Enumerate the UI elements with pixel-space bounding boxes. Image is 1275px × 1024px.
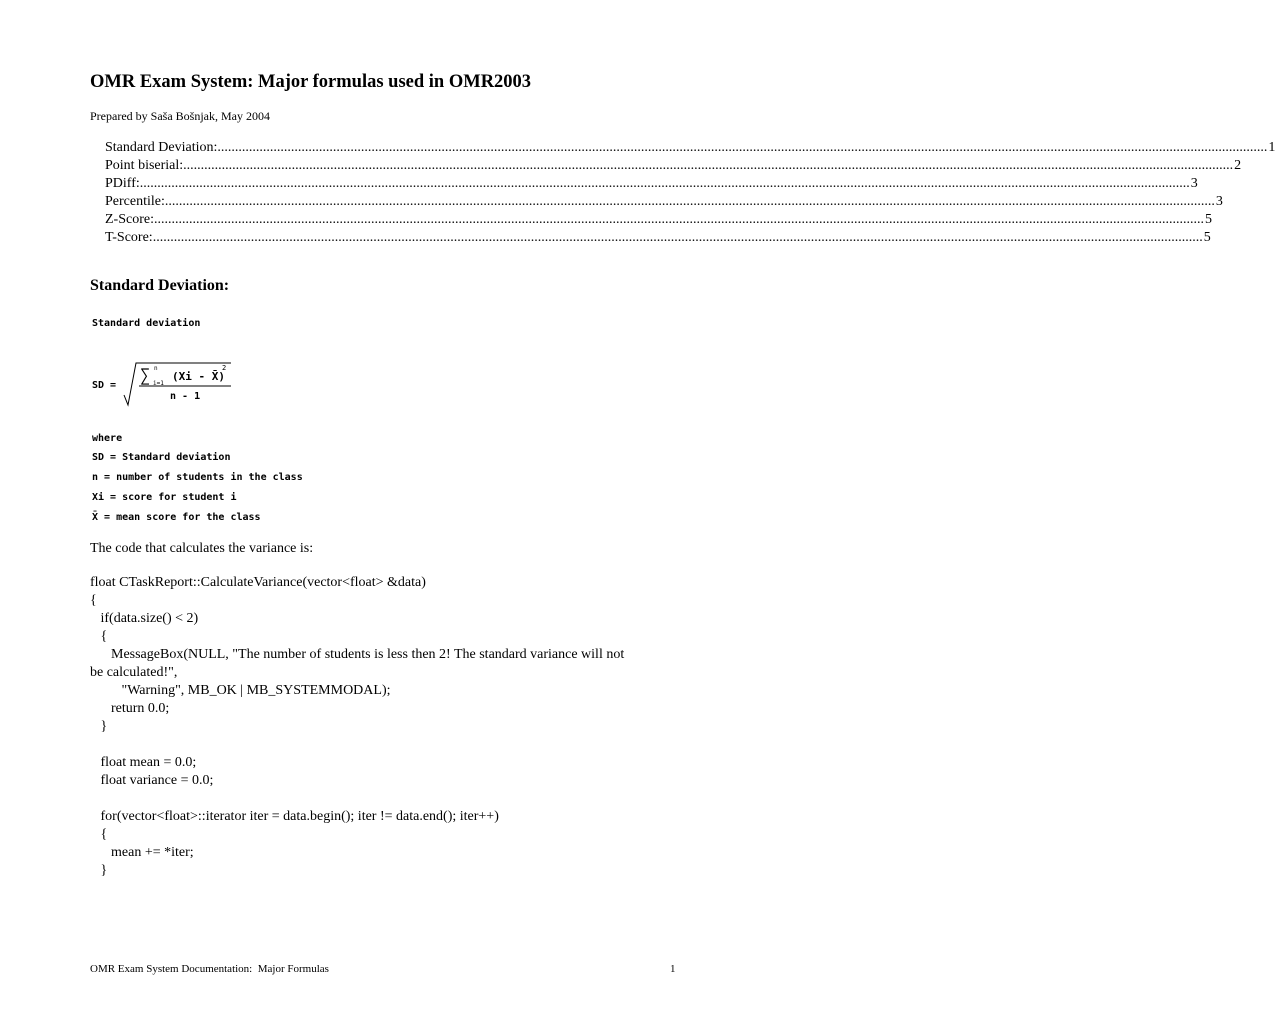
code-line: if(data.size() < 2): [90, 611, 199, 626]
toc-entry[interactable]: [105, 139, 1275, 157]
code-line: float CTaskReport::CalculateVariance(vector<float> &data): [90, 575, 426, 590]
code-line: return 0.0;: [90, 701, 170, 716]
code-line: {: [90, 827, 108, 842]
toc-leader-dots: ............................................................................................................................................................................................................................................................................................................: [183, 158, 1234, 173]
toc-leader-dots: ............................................................................................................................................................................................................................................................................................................: [153, 212, 1204, 227]
definition-line: n = number of students in the class: [92, 472, 303, 483]
toc-entry-page: 3: [1190, 176, 1198, 191]
toc-leader-dots: ............................................................................................................................................................................................................................................................................................................: [152, 230, 1203, 245]
toc-entry-page: 2: [1234, 158, 1242, 173]
code-line: {: [90, 629, 108, 644]
code-line: float variance = 0.0;: [90, 773, 214, 788]
code-line: }: [90, 863, 108, 878]
formula-denominator: n - 1: [170, 391, 201, 402]
sum-lower: i=1: [153, 380, 164, 387]
toc-entry-page: 5: [1204, 212, 1212, 227]
toc-entry-page: 1: [1268, 140, 1275, 155]
code-line: MessageBox(NULL, "The number of students is less then 2! The standard variance will not: [90, 647, 625, 662]
code-block: [90, 574, 690, 880]
table-of-contents: [105, 139, 1275, 247]
toc-entry-label: Point biserial:: [105, 158, 184, 173]
formula-caption: Standard deviation: [92, 318, 201, 329]
toc-entry[interactable]: [105, 229, 1211, 247]
footer-title: OMR Exam System Documentation: Major Formulas: [90, 963, 329, 975]
toc-leader-dots: ............................................................................................................................................................................................................................................................................................................: [217, 140, 1268, 155]
code-line: [90, 790, 690, 808]
code-line: {: [90, 593, 97, 608]
toc-entry-label: Z-Score:: [105, 212, 154, 227]
prepared-by: Prepared by Saša Bošnjak, May 2004: [90, 109, 270, 123]
toc-leader-dots: ............................................................................................................................................................................................................................................................................................................: [139, 176, 1190, 191]
document-title: OMR Exam System: Major formulas used in OMR2003: [90, 72, 532, 92]
code-line: be calculated!",: [90, 665, 178, 680]
toc-entry-page: 3: [1215, 194, 1223, 209]
sd-formula: [88, 355, 248, 421]
definition-line: SD = Standard deviation: [92, 452, 231, 463]
toc-entry[interactable]: [105, 211, 1212, 229]
sum-upper: n: [154, 365, 158, 372]
toc-leader-dots: ............................................................................................................................................................................................................................................................................................................: [164, 194, 1215, 209]
toc-entry[interactable]: [105, 193, 1223, 211]
toc-entry[interactable]: [105, 157, 1242, 175]
footer-page-number: 1: [670, 963, 676, 975]
toc-entry-label: PDiff:: [105, 176, 140, 191]
toc-entry-label: Percentile:: [105, 194, 165, 209]
formula-exponent: 2: [222, 364, 227, 372]
code-intro: The code that calculates the variance is:: [90, 541, 314, 556]
code-line: "Warning", MB_OK | MB_SYSTEMMODAL);: [90, 683, 391, 698]
toc-entry-page: 5: [1203, 230, 1211, 245]
code-line: mean += *iter;: [90, 845, 194, 860]
where-label: where: [92, 433, 123, 444]
definition-line: Xi = score for student i: [92, 492, 237, 503]
toc-entry-label: T-Score:: [105, 230, 153, 245]
code-line: [90, 736, 690, 754]
section-heading: Standard Deviation:: [90, 277, 230, 294]
definition-line: X̄ = mean score for the class: [92, 512, 261, 523]
formula-lhs: SD =: [92, 380, 117, 391]
code-line: for(vector<float>::iterator iter = data.begin(); iter != data.end(); iter++): [90, 809, 499, 824]
toc-entry[interactable]: [105, 175, 1198, 193]
toc-entry-label: Standard Deviation:: [105, 140, 218, 155]
sum-symbol: ∑: [140, 366, 151, 386]
code-line: }: [90, 719, 108, 734]
code-line: float mean = 0.0;: [90, 755, 197, 770]
formula-numerator: (Xi - X̄): [172, 370, 225, 383]
